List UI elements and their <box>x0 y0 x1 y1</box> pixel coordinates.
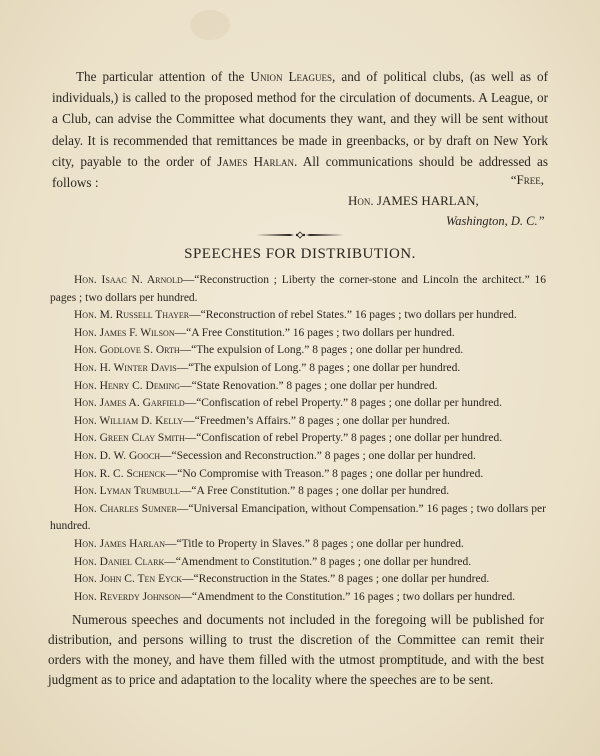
speech-details: —“The expulsion of Long.” 8 pages ; one dollar per hundred. <box>176 361 461 374</box>
speech-entry <box>50 448 546 466</box>
speech-list <box>50 272 546 606</box>
speaker-name: Hon. Godlove S. Orth <box>74 344 180 357</box>
intro-text-3: . All communications should be addressed as follows : <box>52 153 549 191</box>
speech-entry <box>50 501 546 536</box>
speech-entry <box>50 272 546 307</box>
speech-entry <box>50 307 546 325</box>
speaker-name: Hon. Lyman Trumbull <box>74 485 180 498</box>
address-free-line: “Free, <box>510 172 544 187</box>
paper-stain <box>190 10 230 40</box>
speaker-name: Hon. Isaac N. Arnold <box>74 274 183 286</box>
intro-text-2: , and of political clubs, (as well as of individuals,) is called to the proposed method for the circulation of documents. A League, or a Club, can advise the Committee what documents they want, and they will be sent without delay. It is recommended that remittances be made in greenbacks, or by draft on New York city, payable to the order of <box>52 69 548 169</box>
speaker-name: Hon. James Harlan <box>74 537 166 550</box>
speech-entry <box>50 466 546 484</box>
speech-details: —“Confiscation of rebel Property.” 8 pages ; one dollar per hundred. <box>184 432 503 445</box>
speech-details: —“Reconstruction of rebel States.” 16 pages ; two dollars per hundred. <box>189 309 517 322</box>
address-place-line: Washington, D. C.” <box>446 214 545 228</box>
speaker-name: Hon. William D. Kelly <box>74 414 184 427</box>
speech-entry <box>50 589 546 607</box>
section-heading: SPEECHES FOR DISTRIBUTION. <box>184 246 416 262</box>
speaker-name: Hon. James A. Garfield <box>74 397 185 410</box>
speech-entry <box>50 342 546 360</box>
intro-text-1: The particular attention of the <box>76 69 245 84</box>
speech-details: —“Amendment to Constitution.” 8 pages ; one dollar per hundred. <box>164 555 472 568</box>
speech-entry <box>50 554 546 572</box>
speaker-name: Hon. John C. Ten Eyck <box>74 573 182 586</box>
speech-details: —“Reconstruction in the States.” 8 pages ; one dollar per hundred. <box>181 573 490 586</box>
speech-details: —“Title to Property in Slaves.” 8 pages ; one dollar per hundred. <box>165 537 464 550</box>
speaker-name: Hon. M. Russell Thayer <box>74 309 190 322</box>
speaker-name: Hon. Charles Sumner <box>74 502 177 515</box>
speech-details: —“Secession and Reconstruction.” 8 pages ; one dollar per hundred. <box>159 449 476 462</box>
speech-entry <box>50 395 546 413</box>
union-leagues-text: Union Leagues <box>250 69 333 84</box>
speaker-name: Hon. James F. Wilson <box>74 326 175 339</box>
speaker-name: Hon. D. W. Gooch <box>74 449 160 462</box>
speech-entry <box>50 483 546 501</box>
speech-details: —“State Renovation.” 8 pages ; one dollar per hundred. <box>180 379 438 392</box>
ornament-rule-icon <box>254 230 346 240</box>
speaker-name: Hon. Green Clay Smith <box>74 432 185 445</box>
speech-entry <box>50 571 546 589</box>
speech-details: —“Universal Emancipation, without Compensation.” 16 pages ; two dollars per hundred. <box>50 502 546 533</box>
speech-details: —“A Free Constitution.” 16 pages ; two dollars per hundred. <box>174 326 455 339</box>
speech-details: —“Freedmen’s Affairs.” 8 pages ; one dollar per hundred. <box>183 414 450 427</box>
speech-entry <box>50 536 546 554</box>
speech-entry <box>50 360 546 378</box>
speaker-name: Hon. Reverdy Johnson <box>74 590 181 603</box>
speech-details: —“A Free Constitution.” 8 pages ; one dollar per hundred. <box>179 485 450 498</box>
speech-entry <box>50 413 546 431</box>
speech-details: —“Amendment to the Constitution.” 16 pages ; two dollars per hundred. <box>180 590 516 603</box>
speech-details: —“No Compromise with Treason.” 8 pages ; one dollar per hundred. <box>165 467 484 480</box>
intro-paragraph <box>52 66 548 193</box>
closing-paragraph: Numerous speeches and documents not included in the foregoing will be published for distribution, and persons willing to trust the discretion of the Committee can remit their orders with the money, and have them filled with the utmost promptitude, and with the best judgment as to price and adaptation to the locality where the speeches are to be sent. <box>48 612 544 687</box>
speech-details: —“The expulsion of Long.” 8 pages ; one dollar per hundred. <box>179 344 464 357</box>
speech-details: —“Confiscation of rebel Property.” 8 pages ; one dollar per hundred. <box>184 397 503 410</box>
payee-name: James Harlan <box>217 153 295 169</box>
speaker-name: Hon. R. C. Schenck <box>74 467 166 480</box>
speech-entry <box>50 430 546 448</box>
speech-entry <box>50 378 546 396</box>
speech-entry <box>50 325 546 343</box>
address-name-line: Hon. JAMES HARLAN, <box>348 193 479 208</box>
speaker-name: Hon. H. Winter Davis <box>74 361 177 374</box>
speaker-name: Hon. Daniel Clark <box>74 555 165 568</box>
speaker-name: Hon. Henry C. Deming <box>74 379 181 392</box>
speech-details: —“Reconstruction ; Liberty the corner-stone and Lincoln the architect.” 16 pages ; two dollars per hundred. <box>50 274 547 304</box>
